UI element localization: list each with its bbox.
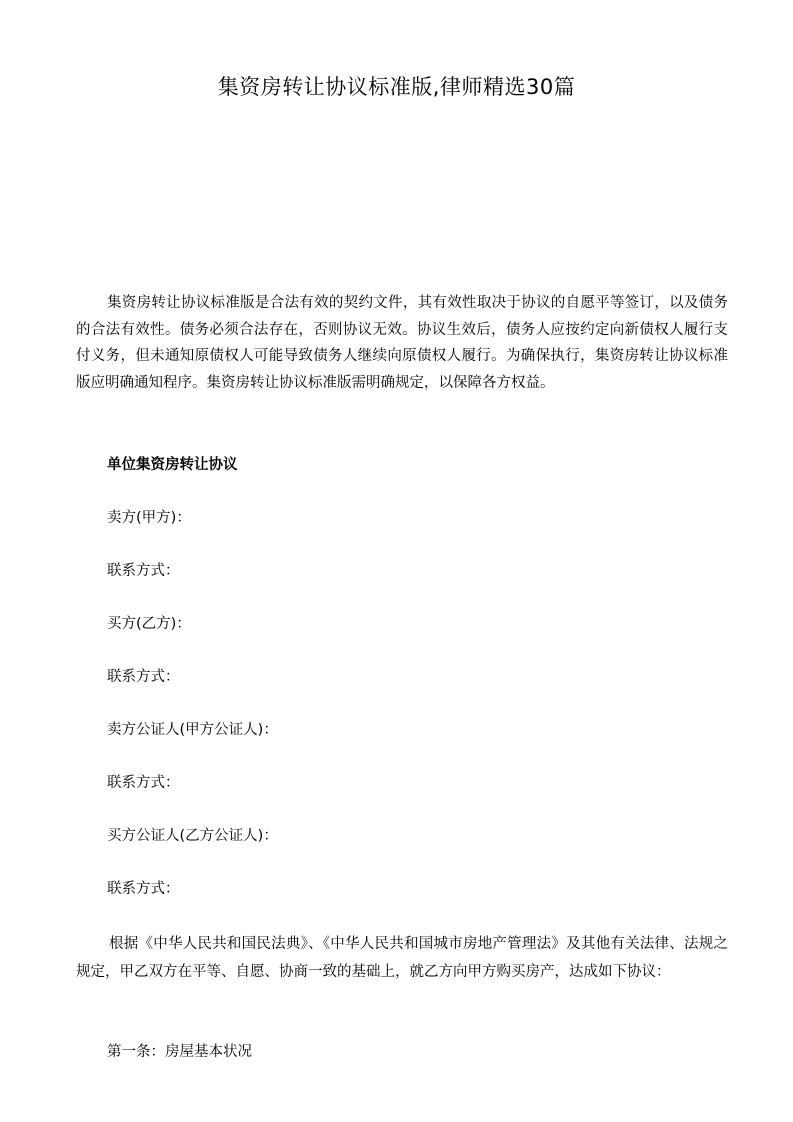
legal-basis-paragraph: 根据《中华人民共和国民法典》、《中华人民共和国城市房地产管理法》及其他有关法律、法规之规定，甲乙双方在平等、自愿、协商一致的基础上，就乙方向甲方购买房产，达成如下协议： [76, 936, 728, 980]
article-1-heading: 第一条：房屋基本状况 [107, 1044, 252, 1060]
seller-field: 卖方(甲方)： [107, 510, 191, 526]
section-heading: 单位集资房转让协议 [107, 457, 238, 473]
document-title: 集资房转让协议标准版,律师精选30篇 [217, 75, 576, 99]
seller-contact-field: 联系方式： [107, 563, 180, 579]
buyer-notary-field: 买方公证人(乙方公证人)： [107, 828, 278, 844]
buyer-notary-contact-field: 联系方式： [107, 881, 180, 897]
seller-notary-contact-field: 联系方式： [107, 775, 180, 791]
intro-paragraph: 集资房转让协议标准版是合法有效的契约文件，其有效性取决于协议的自愿平等签订，以及债务的合法有效性。债务必须合法存在，否则协议无效。协议生效后，债务人应按约定向新债权人履行支付义务，但未通知原债权人可能导致债务人继续向原债权人履行。为确保执行，集资房转让协议标准版应明确通知程序。集资房转让协议标准版需明确规定，以保障各方权益。 [76, 295, 728, 391]
seller-notary-field: 卖方公证人(甲方公证人)： [107, 722, 278, 738]
buyer-contact-field: 联系方式： [107, 669, 180, 685]
buyer-field: 买方(乙方)： [107, 616, 191, 632]
